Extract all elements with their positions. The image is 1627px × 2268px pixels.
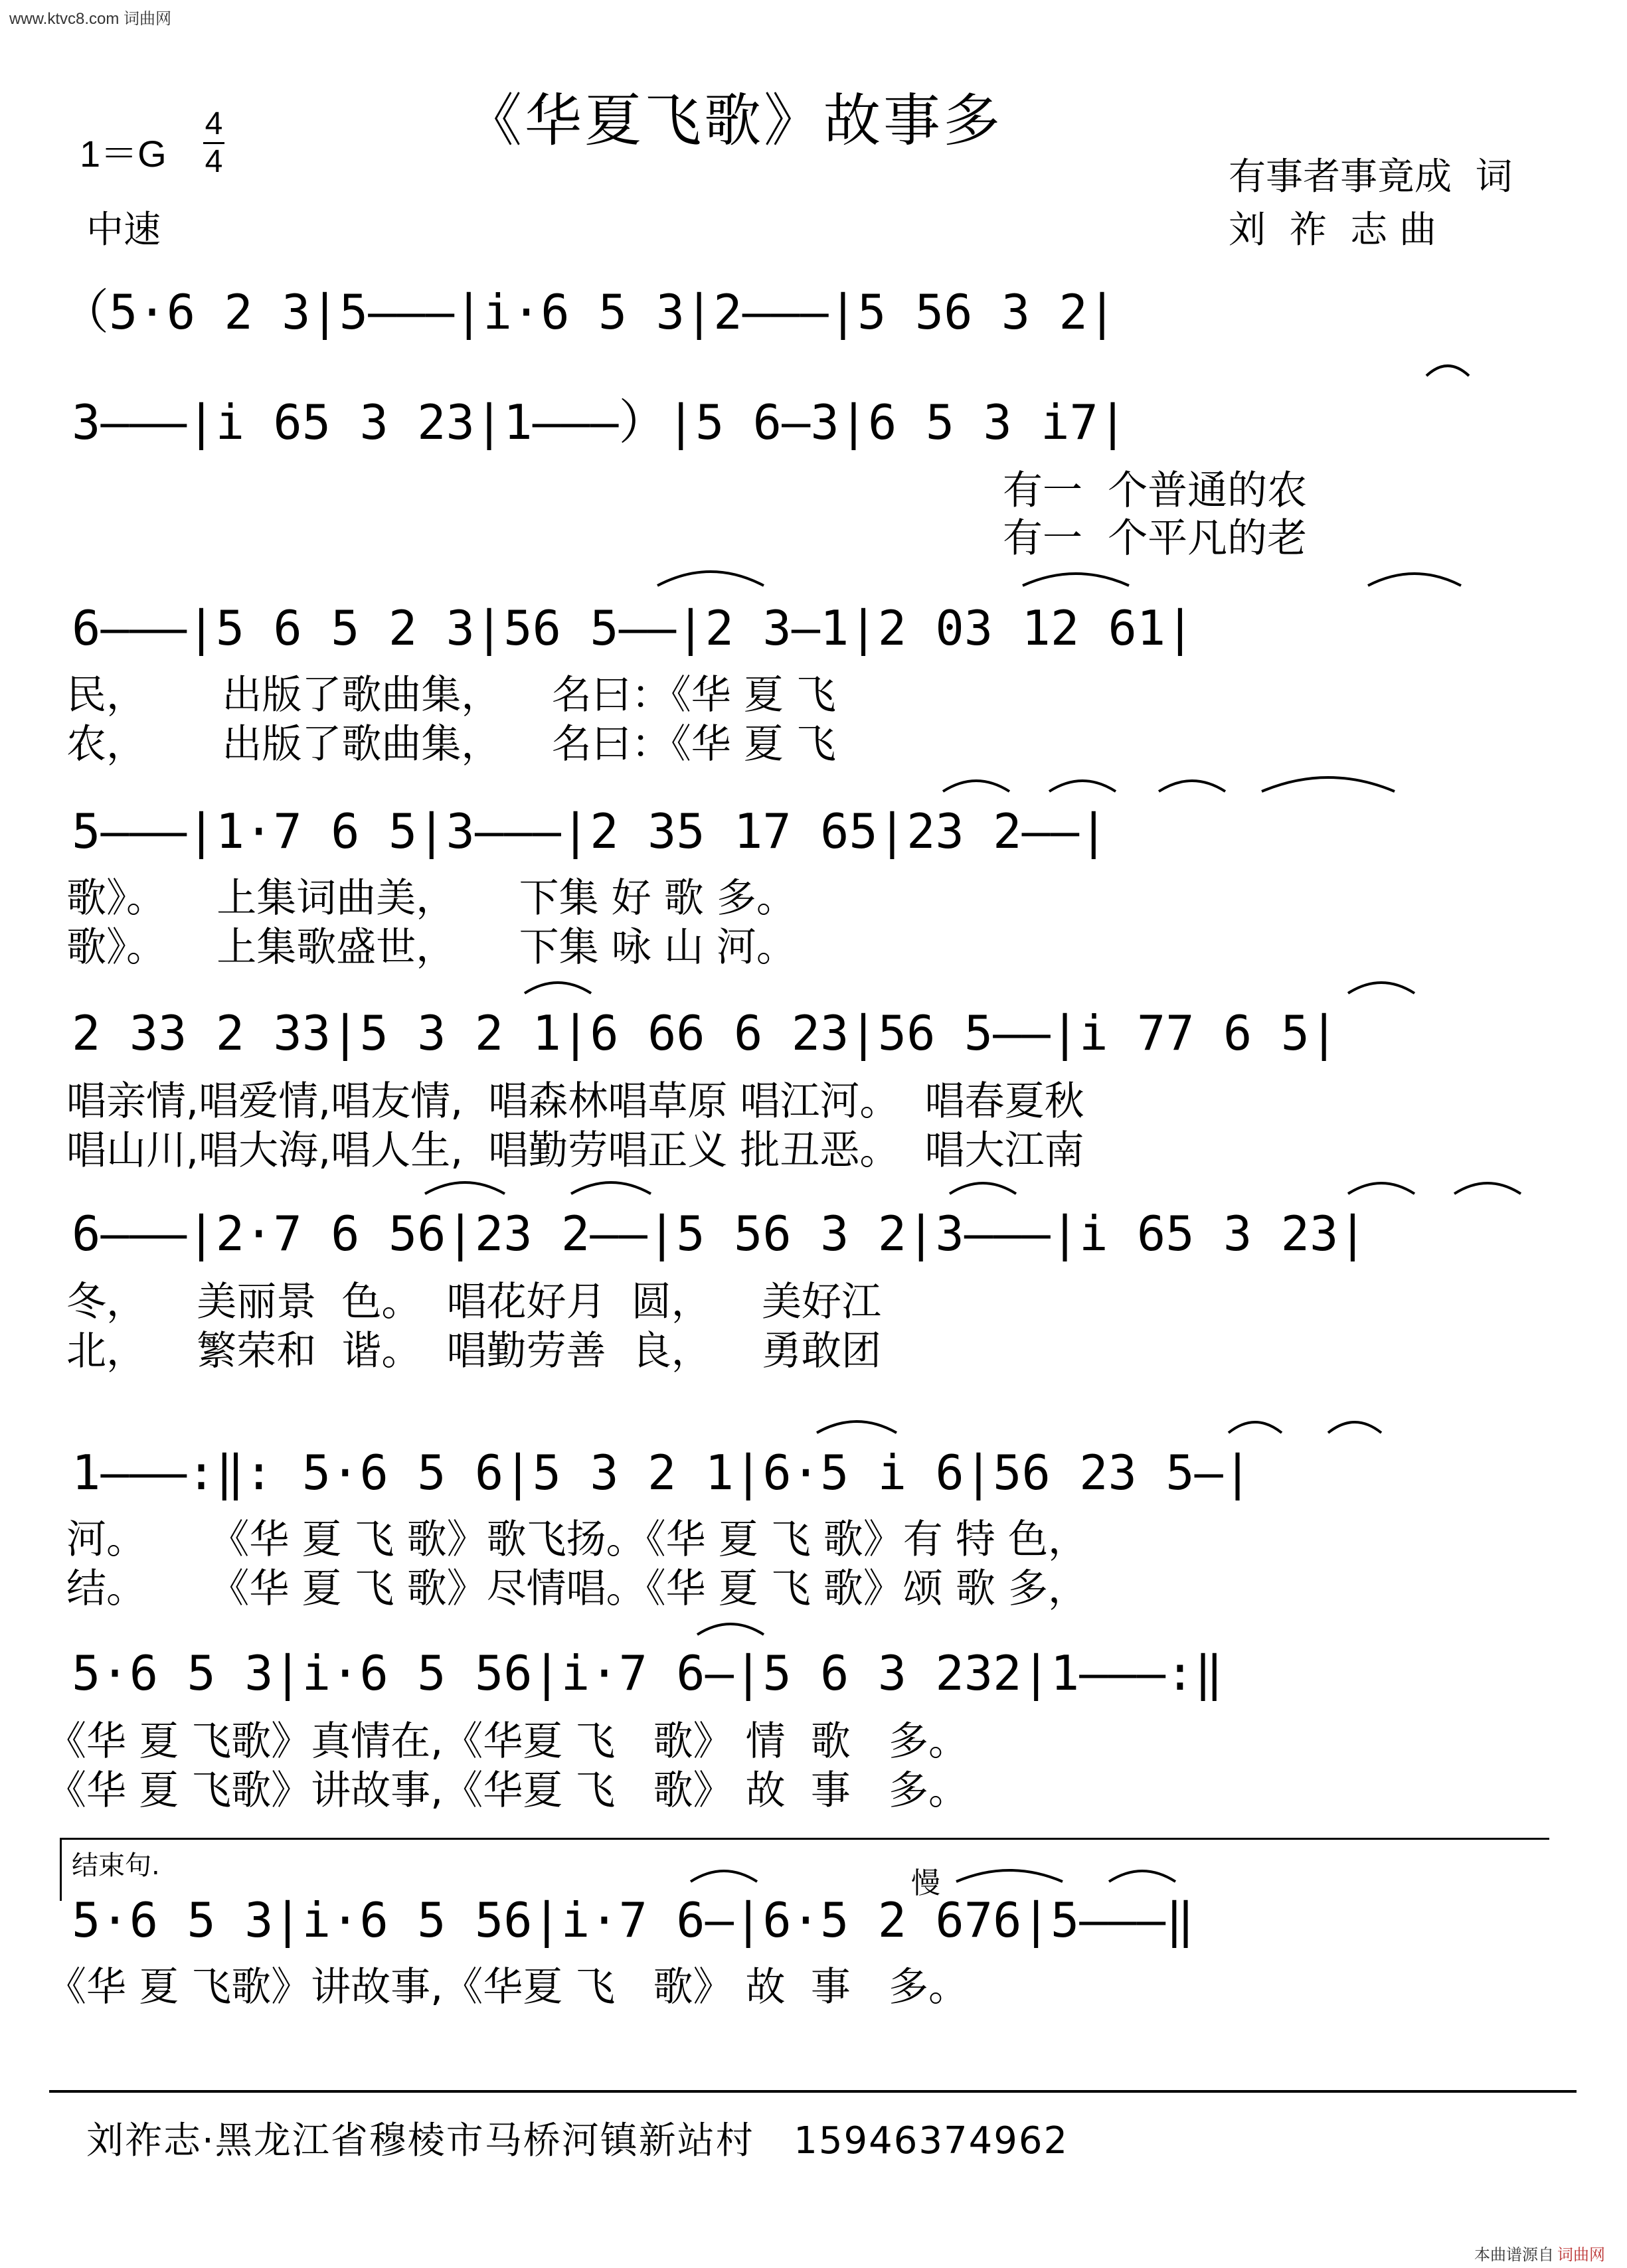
slur-1 [1426,366,1469,376]
lyrics-line-6-verse-1: 冬， 美丽景 色。 唱花好月 圆， 美好江 [66,1279,882,1325]
slur-22 [1109,1871,1175,1882]
slow-tempo-mark: 慢 [911,1866,940,1900]
lyrics-line-5-verse-1: 唱亲情,唱爱情,唱友情, 唱森林唱草原 唱江河。 唱春夏秋 [66,1078,1084,1125]
notation-line-5: 2 33 2 33|5 3 2 1|6 66 6 23|56 5——|i 77 6 5| [72,1005,1339,1061]
watermark-bottom: 本曲谱源自 [1474,2246,1554,2264]
tempo-marking: 中速 [86,208,161,252]
lyrics-line-4-verse-1: 歌》。 上集词曲美， 下集 好 歌 多。 [66,875,796,922]
lyrics-line-2-verse-1: 有一 个普通的农 [1003,467,1308,514]
lyrics-line-7-verse-1: 河。 《华 夏 飞 歌》歌飞扬。《华 夏 飞 歌》有 特 色， [66,1516,1088,1563]
notation-line-6: 6———|2·7 6 56|23 2——|5 56 3 2|3———|i 65 3 23| [72,1206,1367,1261]
slur-16 [817,1421,897,1433]
lyrics-line-8-verse-2: 《华 夏 飞歌》讲故事,《华夏 飞 歌》 故 事 多。 [46,1767,968,1814]
notation-line-8: 5·6 5 3|i·6 5 56|i·7 6—|5 6 3 232|1———:‖ [72,1645,1223,1701]
time-signature-top: 4 [205,106,223,141]
lyrics-line-5-verse-2: 唱山川,唱大海,唱人生, 唱勤劳唱正义 批丑恶。 唱大江南 [66,1127,1084,1174]
footer-contact: 刘祚志·黑龙江省穆棱市马桥河镇新站村 15946374962 [86,2119,1069,2162]
slur-20 [691,1871,757,1882]
composer-credit: 刘 祚 志 曲 [1229,208,1437,252]
slur-4 [1368,574,1461,586]
lyrics-line-6-verse-2: 北， 繁荣和 谐。 唱勤劳善 良， 勇敢团 [66,1328,882,1374]
slur-18 [1328,1422,1381,1433]
slur-9 [525,983,591,993]
time-signature-bottom: 4 [205,144,223,179]
slur-21 [956,1870,1063,1882]
ending-label: 结束句. [72,1850,160,1881]
lyrics-line-9: 《华 夏 飞歌》讲故事,《华夏 飞 歌》 故 事 多。 [46,1964,968,2010]
slur-7 [1159,781,1225,791]
slur-19 [697,1624,764,1635]
slur-12 [571,1182,651,1194]
page-title: 《华夏飞歌》故事多 [465,88,1003,154]
lyrics-line-4-verse-2: 歌》。 上集歌盛世， 下集 咏 山 河。 [66,924,796,971]
slur-6 [1049,781,1116,791]
notation-line-1: （5·6 2 3|5———|i·6 5 3|2———|5 56 3 2| [61,284,1117,340]
lyrics-line-7-verse-2: 结。 《华 夏 飞 歌》尽情唱。《华 夏 飞 歌》颂 歌 多， [66,1566,1088,1612]
watermark-top: www.ktvc8.com 词曲网 [9,10,172,28]
slur-17 [1229,1422,1282,1433]
notation-line-7: 1———:‖: 5·6 5 6|5 3 2 1|6·5 i 6|56 23 5—| [72,1445,1252,1500]
notation-line-3: 6———|5 6 5 2 3|56 5——|2 3—1|2 03 12 61| [72,600,1195,656]
slur-13 [950,1183,1016,1194]
lyrics-line-3-verse-2: 农， 出版了歌曲集， 名曰：《华 夏 飞 [66,721,836,768]
slur-3 [1023,574,1129,586]
slur-8 [1262,777,1395,791]
notation-line-2: 3———|i 65 3 23|1———）|5 6—3|6 5 3 i7| [72,394,1128,450]
lyrics-line-8-verse-1: 《华 夏 飞歌》真情在,《华夏 飞 歌》 情 歌 多。 [46,1718,968,1765]
watermark-brand: 词曲网 [1557,2246,1605,2264]
key-signature: 1＝G [80,133,167,175]
lyrics-line-3-verse-1: 民， 出版了歌曲集， 名曰：《华 夏 飞 [66,672,836,718]
slur-14 [1348,1183,1414,1194]
lyrics-line-2-verse-2: 有一 个平凡的老 [1003,515,1308,562]
slur-5 [943,781,1009,791]
slur-2 [657,572,764,586]
lyricist-credit: 有事者事竟成 词 [1229,155,1513,199]
slur-10 [1348,983,1414,993]
slur-15 [1454,1183,1521,1194]
notation-line-9: 5·6 5 3|i·6 5 56|i·7 6—|6·5 2 676|5———‖ [72,1892,1195,1948]
slur-11 [425,1182,505,1194]
notation-line-4: 5———|1·7 6 5|3———|2 35 17 65|23 2——| [72,803,1108,859]
